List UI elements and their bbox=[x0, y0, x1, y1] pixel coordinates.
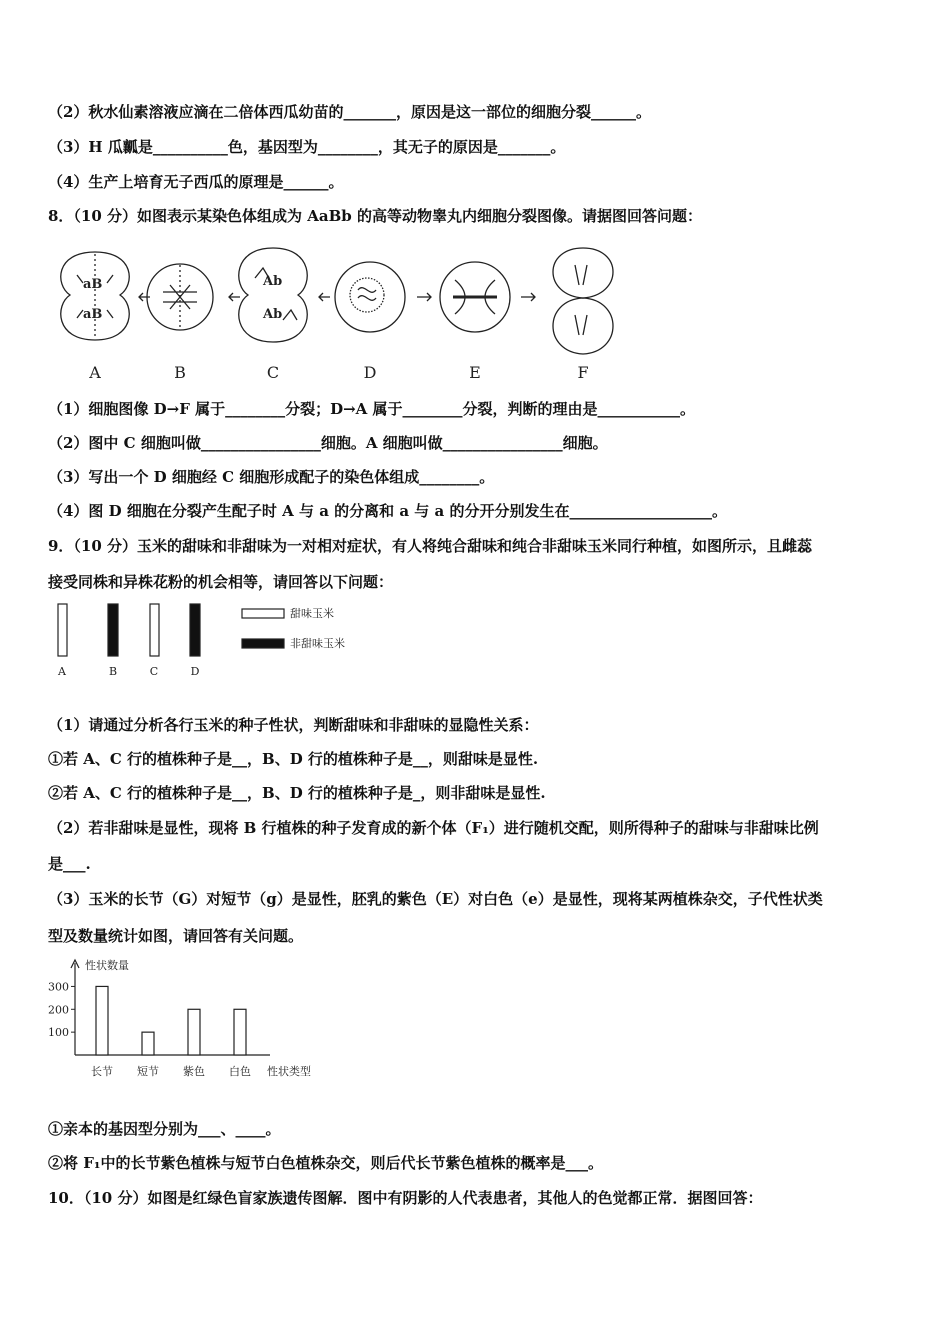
category-label-2: 紫色 bbox=[183, 1065, 205, 1078]
cell-a-bottom-genes: aB bbox=[83, 307, 103, 322]
bar-3 bbox=[234, 1009, 246, 1055]
arrow-b-a bbox=[139, 293, 150, 301]
bar-2 bbox=[188, 1009, 200, 1055]
q9-sub3-line1: （3）玉米的长节（G）对短节（g）是显性，胚乳的紫色（E）对白色（e）是显性，现将某两植株杂交，子代性状类 bbox=[48, 890, 823, 908]
cell-c-bottom-genes: Ab bbox=[263, 307, 283, 322]
q7-sub2: （2）秋水仙素溶液应滴在二倍体西瓜幼苗的_______，原因是这一部位的细胞分裂______。 bbox=[48, 103, 651, 121]
legend-nonsweet-label: 非甜味玉米 bbox=[290, 637, 345, 650]
y-tick-label: 300 bbox=[48, 980, 69, 994]
row-c-sweet bbox=[150, 604, 159, 656]
arrow-d-e bbox=[417, 293, 431, 301]
q7-sub4: （4）生产上培育无子西瓜的原理是______。 bbox=[48, 173, 344, 191]
q9-sub1-a: ①若 A、C 行的植株种子是__，B、D 行的植株种子是__，则甜味是显性. bbox=[48, 750, 539, 768]
y-tick-label: 200 bbox=[48, 1003, 69, 1017]
cell-a-top-genes: aB bbox=[83, 277, 103, 292]
cell-division-figure bbox=[55, 240, 645, 385]
q9-sub2-line1: （2）若非甜味是显性，现将 B 行植株的种子发育成的新个体（F₁）进行随机交配，则所得种子的甜味与非甜味比例 bbox=[48, 819, 819, 837]
row-a-sweet bbox=[58, 604, 67, 656]
legend-nonsweet-swatch bbox=[242, 639, 284, 648]
q9-sub3-b: ②将 F₁中的长节紫色植株与短节白色植株杂交，则后代长节紫色植株的概率是___。 bbox=[48, 1154, 603, 1172]
fig-label-f: F bbox=[577, 363, 589, 382]
cell-e bbox=[440, 262, 510, 332]
row-label-d: D bbox=[190, 665, 200, 678]
q9-stem-line2: 接受同株和异株花粉的机会相等，请回答以下问题： bbox=[48, 573, 394, 591]
cell-d bbox=[335, 262, 405, 332]
q10-stem: 10．（10 分）如图是红绿色盲家族遗传图解．图中有阴影的人代表患者，其他人的色觉都正常．据图回答： bbox=[48, 1189, 763, 1207]
row-label-c: C bbox=[149, 665, 159, 678]
q9-stem-line1: 9．（10 分）玉米的甜味和非甜味为一对相对症状，有人将纯合甜味和纯合非甜味玉米同行种植，如图所示，且雌蕊 bbox=[48, 537, 813, 555]
cell-b bbox=[147, 264, 213, 330]
fig-label-b: B bbox=[174, 363, 186, 382]
row-b-nonsweet bbox=[108, 604, 118, 656]
q8-stem: 8．（10 分）如图表示某染色体组成为 AaBb 的高等动物睾丸内细胞分裂图像。请据图回答问题： bbox=[48, 207, 703, 225]
q8-sub1: （1）细胞图像 D→F 属于________分裂；D→A 属于________分裂，判断的理由是___________。 bbox=[48, 400, 696, 418]
q8-sub3: （3）写出一个 D 细胞经 C 细胞形成配子的染色体组成________。 bbox=[48, 468, 495, 486]
arrow-d-c bbox=[319, 293, 330, 301]
arrow-e-f bbox=[521, 293, 535, 301]
bar-0 bbox=[96, 986, 108, 1055]
bar-1 bbox=[142, 1032, 154, 1055]
q8-sub4: （4）图 D 细胞在分裂产生配子时 A 与 a 的分离和 a 与 a 的分开分别发生在___________________。 bbox=[48, 502, 727, 520]
y-tick-label: 100 bbox=[48, 1026, 69, 1040]
q9-sub1-b: ②若 A、C 行的植株种子是__，B、D 行的植株种子是_，则非甜味是显性. bbox=[48, 784, 546, 802]
q9-sub2-line2: 是___. bbox=[48, 855, 91, 873]
row-label-b: B bbox=[108, 665, 118, 678]
q9-sub3-line2: 型及数量统计如图，请回答有关问题。 bbox=[48, 927, 304, 945]
row-d-nonsweet bbox=[190, 604, 200, 656]
arrow-c-b bbox=[229, 293, 240, 301]
category-label-0: 长节 bbox=[91, 1065, 113, 1078]
cell-f bbox=[553, 248, 613, 354]
x-axis-label: 性状类型 bbox=[267, 1065, 311, 1078]
category-label-3: 白色 bbox=[229, 1065, 251, 1078]
q9-sub1: （1）请通过分析各行玉米的种子性状，判断甜味和非甜味的显隐性关系： bbox=[48, 716, 539, 734]
fig-label-c: C bbox=[266, 363, 280, 382]
y-axis-label: 性状数量 bbox=[85, 959, 129, 972]
cell-c bbox=[239, 248, 307, 342]
trait-bar-chart bbox=[45, 955, 335, 1085]
cell-c-top-genes: Ab bbox=[263, 274, 283, 289]
row-label-a: A bbox=[58, 665, 66, 678]
q8-sub2: （2）图中 C 细胞叫做________________细胞。A 细胞叫做________________细胞。 bbox=[48, 434, 608, 452]
planting-rows-figure bbox=[50, 600, 370, 685]
legend-sweet-swatch bbox=[242, 609, 284, 618]
q7-sub3: （3）H 瓜瓤是__________色，基因型为________，其无子的原因是_______。 bbox=[48, 138, 566, 156]
legend-sweet-label: 甜味玉米 bbox=[290, 607, 334, 620]
category-label-1: 短节 bbox=[137, 1065, 159, 1078]
q9-sub3-a: ①亲本的基因型分别为___、____。 bbox=[48, 1120, 281, 1138]
fig-label-d: D bbox=[363, 363, 377, 382]
fig-label-a: A bbox=[89, 363, 101, 382]
cell-a bbox=[61, 252, 129, 340]
fig-label-e: E bbox=[469, 363, 481, 382]
